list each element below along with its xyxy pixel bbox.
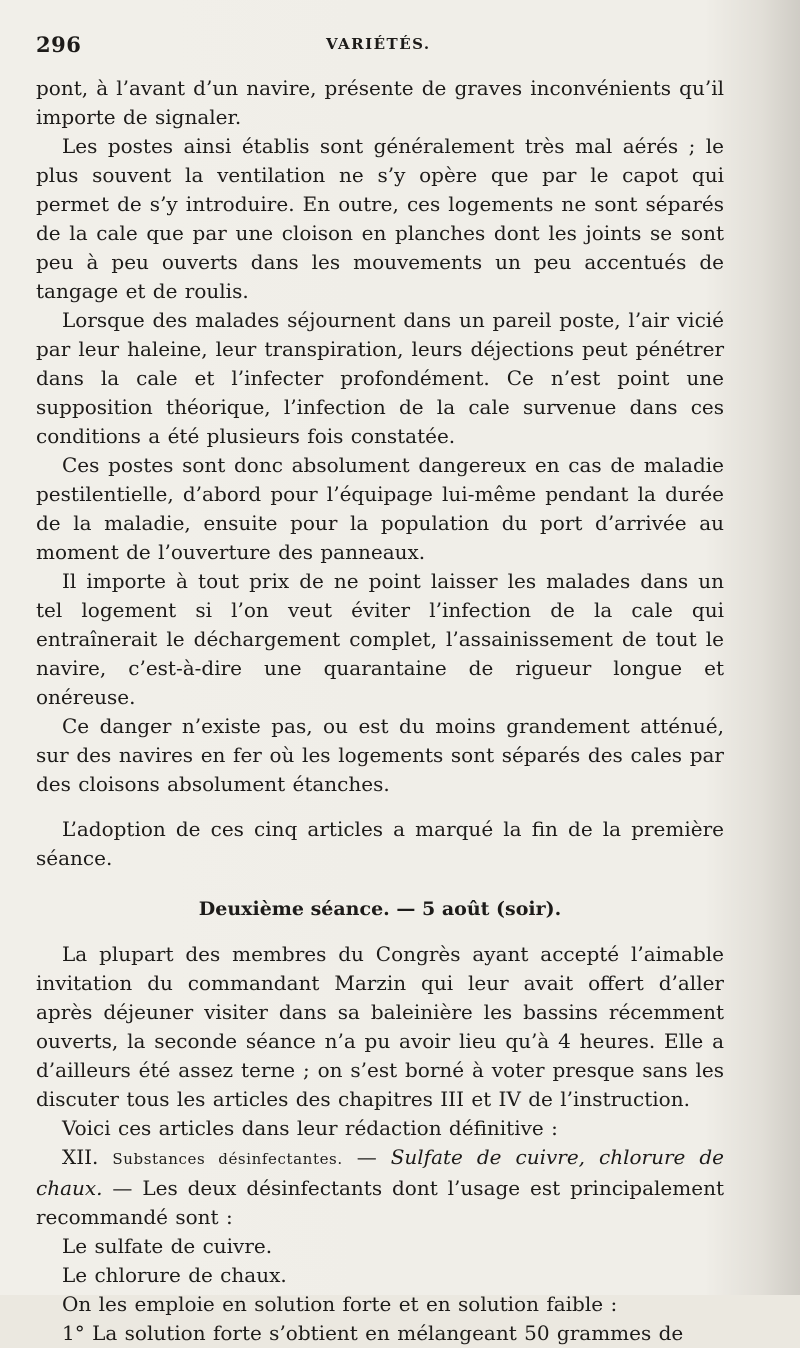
running-head bbox=[36, 30, 724, 66]
paragraph: On les emploie en solution forte et en solution faible : bbox=[62, 1292, 618, 1316]
paragraph: Ce danger n’existe pas, ou est du moins grandement atténué, sur des navires en fer où les logements sont séparés des cales par des cloisons absolument étanches. bbox=[36, 714, 724, 796]
paragraph: Il importe à tout prix de ne point laisser les malades dans un tel logement si l’on veut éviter l’infection de la cale qui entraînerait le déchargement complet, l’assainissement de tout le navire, c’est-à-dire une quarantaine de rigueur longue et onéreuse. bbox=[36, 569, 724, 709]
article-title: Substances désinfectantes. bbox=[112, 1150, 343, 1168]
page-body bbox=[36, 74, 724, 1348]
paragraph: La plupart des membres du Congrès ayant accepté l’aimable invitation du commandant Marzin qui leur avait offert d’aller après déjeuner visiter dans sa baleinière les bassins récemment ouverts, la seconde séance n’a pu avoir lieu qu’à 4 heures. Elle a d’ailleurs été assez terne ; on s’est borné à voter presque sans les discuter tous les articles des chapitres III et IV de l’instruction. bbox=[36, 942, 724, 1111]
paragraph: Lorsque des malades séjournent dans un pareil poste, l’air vicié par leur haleine, leur transpiration, leurs déjections peut pénétrer dans la cale et l’infecter profondément. Ce n’est point une supposition théorique, l’infection de la cale survenue dans ces conditions a été plusieurs fois constatée. bbox=[36, 308, 724, 448]
paragraph: pont, à l’avant d’un navire, présente de graves inconvénients qu’il importe de signaler. bbox=[36, 76, 724, 129]
paragraph: 1° La solution forte s’obtient en mélangeant 50 grammes de bbox=[62, 1321, 684, 1345]
list-item: Le sulfate de cuivre. bbox=[62, 1234, 273, 1258]
page-number: 296 bbox=[36, 32, 82, 57]
running-title: VARIÉTÉS. bbox=[326, 35, 431, 53]
article-paragraph: XII. Substances désinfectantes. — Sulfate de cuivre, chlorure de chaux. — Les deux désinfectants dont l’usage est principalement recommandé sont : bbox=[36, 1145, 724, 1229]
article-subtitle: Sulfate de cuivre, chlorure de chaux. bbox=[36, 1145, 724, 1200]
article-text: Les deux désinfectants dont l’usage est principalement recommandé sont : bbox=[36, 1176, 724, 1229]
paragraph: Les postes ainsi établis sont généralement très mal aérés ; le plus souvent la ventilation ne s’y opère que par le capot qui permet de s’y introduire. En outre, ces logements ne sont séparés de la cale que par une cloison en planches dont les joints se sont peu à peu ouverts dans les mouvements un peu accentués de tangage et de roulis. bbox=[36, 134, 724, 303]
article-number: XII. bbox=[62, 1145, 99, 1169]
paragraph: Voici ces articles dans leur rédaction définitive : bbox=[62, 1116, 558, 1140]
list-item: Le chlorure de chaux. bbox=[62, 1263, 287, 1287]
paragraph: Ces postes sont donc absolument dangereux en cas de maladie pestilentielle, d’abord pour l’équipage lui-même pendant la durée de la maladie, ensuite pour la population du port d’arrivée au moment de l’ouverture des panneaux. bbox=[36, 453, 724, 564]
paragraph: L’adoption de ces cinq articles a marqué la fin de la première séance. bbox=[36, 817, 724, 870]
section-heading: Deuxième séance. — 5 août (soir). bbox=[198, 898, 562, 920]
